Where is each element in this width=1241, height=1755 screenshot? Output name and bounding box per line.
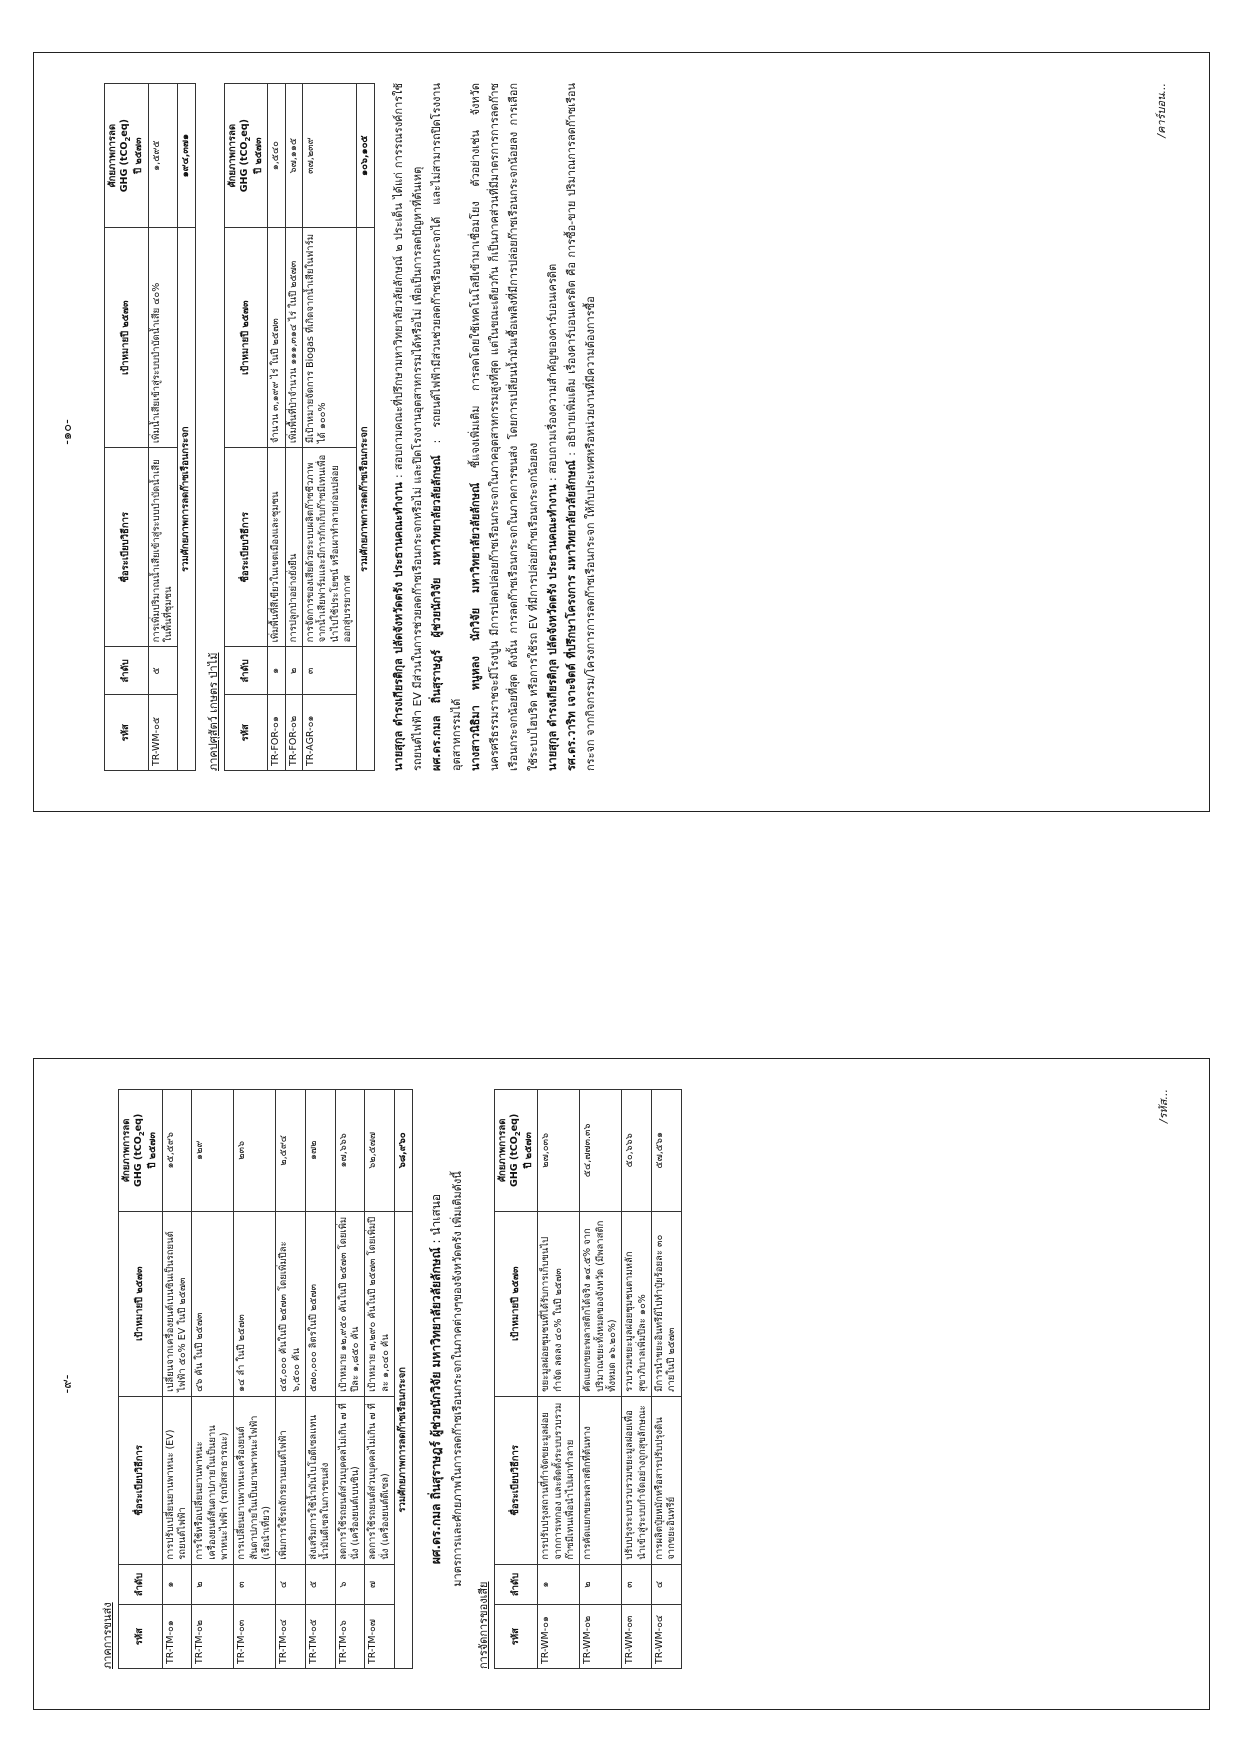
cell-ghg: ๒๗,๐๓๖ (538, 1090, 580, 1212)
cell-target: เปลี่ยนจากเครื่องยนต์เบนซินเป็นรถยนต์ไฟฟ้า ๕๐% EV ในปี ๒๕๗๓ (162, 1211, 192, 1396)
total-label: รวมศักยภาพการลดก๊าซเรือนกระจก (178, 228, 195, 771)
presenter-name: ผศ.ดร.กมล ถิ่นสุราษฎร์ ผู้ช่วยนักวิจัย มหาวิทยาลัยวลัยลักษณ์ (428, 1247, 443, 1565)
paragraph (389, 83, 428, 771)
cell-target: มีการนำขยะอินทรีย์ไปทำปุ๋ยร้อยละ ๓๐ ภายในปี ๒๕๗๓ (651, 1211, 681, 1396)
table-row (651, 1090, 681, 1669)
paragraph-text: ชี้แจงเพิ่มเติม การลดโดยใช้เทคโนโลยีเข้ามาเชื่อมโยง ตัวอย่างเช่น จังหวัดนครศรีธรรมราชจะมีโรงปูน มีการปลดปล่อยก๊าซเรือนกระจกในภาคอุตสาหกรรมสูงที่สุด แต่ในขณะเดียวกัน ก็เป็นภาคส่วนที่มีมาตรการการลดก๊าซเรือนกระจกน้อยที่สุด ดังนั้น การลดก๊าซเรือนกระจกในภาคการขนส่ง โดยการเปลี่ยนน้ำมันเชื้อเพลิงที่มีการปล่อยก๊าซเรือนกระจกน้อยลง การเลือกใช้ระบบไฮบริด หรือการใช้รถ EV ที่มีการปล่อยก๊าซเรือนกระจกน้อยลง (468, 83, 540, 771)
paragraph-text: : สอบถามคณะที่ปรึกษามหาวิทยาลัยวลัยลักษณ์ ๒ ประเด็น ได้แก่ การรณรงค์การใช้รถยนต์ไฟฟ้า EV มีส่วนในการช่วยลดก๊าซเรือนกระจกหรือไม่ และปิดโรงงานอุตสาหกรรมได้หรือไม่ เพื่อเป็นการลดปัญหาที่ต้นเหตุ (391, 82, 425, 771)
cell-target: ๕๗๐,๐๐๐ ลิตรในปี ๒๕๗๓ (306, 1211, 336, 1396)
cell-ghg: ๓๗,๒๓๙ (303, 84, 357, 228)
header-order: ลำดับ (494, 1564, 538, 1605)
cell-measure: ส่งเสริมการใช้น้ำมันไบโอดีเซลแทนน้ำมันดีเซลในการขนส่ง (306, 1396, 336, 1564)
header-target: เป้าหมายปี ๒๕๗๓ (224, 228, 268, 448)
cell-code: TR-WM-๐๕ (148, 695, 178, 771)
speaker: นายสุกุล ดำรงเกียรติกุล ปลัดจังหวัดตรัง ประธานคณะทำงาน (545, 484, 559, 771)
paragraph-text: : รถยนต์ไฟฟ้ามีส่วนช่วยลดก๊าซเรือนกระจกได้ และไม่สามารถปิดโรงงานอุตสาหกรรมได้ (430, 82, 463, 771)
table-row (148, 84, 178, 771)
header-measure: ชื่อระเบียบวิธีการ (105, 448, 149, 647)
section-title-transport: ภาคการขนส่ง (101, 1602, 114, 1669)
header-code: รหัส (105, 695, 149, 771)
paragraph (427, 83, 466, 771)
paragraph (562, 83, 601, 771)
speaker: นางสาวนิธิมา หนูหลง นักวิจัย มหาวิทยาลัยวลัยลักษณ์ (468, 482, 482, 771)
waste-table-continued (104, 83, 196, 771)
table-header-row (224, 84, 268, 771)
cell-order: ๕ (306, 1564, 336, 1605)
header-measure: ชื่อระเบียบวิธีการ (119, 1396, 163, 1564)
cell-code: TR-FOR-๐๒ (285, 695, 302, 771)
cell-measure: การปรับเปลี่ยนยานพาหนะ (EV) รถยนต์ไฟฟ้า (162, 1396, 192, 1564)
page-9-panel (33, 1058, 1210, 1710)
cell-ghg: ๑๒๙ (192, 1090, 234, 1212)
speaker: นายสุกุล ดำรงเกียรติกุล ปลัดจังหวัดตรัง ประธานคณะทำงาน (391, 482, 405, 771)
presenter-description: มาตรการและศักยภาพในการลดก๊าซเรือนกระจกในภาคต่างๆของจังหวัดตรัง เพิ่มเติมดังนี้ (450, 1171, 464, 1587)
table-row (306, 1090, 336, 1669)
cell-measure: เพิ่มพื้นที่สีเขียวในเขตเมืองและชุมชน (268, 448, 285, 647)
table-row (303, 84, 357, 771)
speaker: ผศ.ดร.กมล ถิ่นสุราษฎร์ ผู้ช่วยนักวิจัย มหาวิทยาลัยวลัยลักษณ์ (430, 455, 444, 771)
total-label: รวมศักยภาพการลดก๊าซเรือนกระจก (357, 228, 374, 771)
cell-order: ๒ (192, 1564, 234, 1605)
cell-order: ๑ (268, 647, 285, 695)
cell-target: ๑๔ ลำ ในปี ๒๕๗๓ (234, 1211, 276, 1396)
total-value: ๑๙๔,๓๗๑ (178, 84, 195, 228)
cell-code: TR-TM-๐๕ (306, 1605, 336, 1669)
cell-ghg: ๖๒,๕๗๗ (365, 1090, 395, 1212)
cell-order: ๔ (276, 1564, 306, 1605)
header-code: รหัส (119, 1605, 163, 1669)
total-row (357, 84, 374, 771)
header-measure: ชื่อระเบียบวิธีการ (224, 448, 268, 647)
cell-order: ๓ (622, 1564, 652, 1605)
cell-measure: การเพิ่มปริมาณน้ำเสียเข้าสู่ระบบบำบัดน้ำเสียในพื้นที่ชุมชน (148, 448, 178, 647)
paragraph (466, 83, 543, 771)
total-label: รวมศักยภาพการลดก๊าซเรือนกระจก (395, 1211, 412, 1668)
presenter-line (427, 1089, 446, 1669)
cell-ghg: ๕๗,๕๖๑ (651, 1090, 681, 1212)
header-target: เป้าหมายปี ๒๕๗๓ (105, 228, 149, 448)
table-row (192, 1090, 234, 1669)
table-row (622, 1090, 652, 1669)
waste-table (494, 1089, 682, 1669)
cell-order: ๖ (335, 1564, 365, 1605)
cell-order: ๑ (538, 1564, 580, 1605)
cell-measure: การคัดแยกขยะพลาสติกที่ต้นทาง (580, 1396, 622, 1564)
table-row (162, 1090, 192, 1669)
table-row (268, 84, 285, 771)
cell-target: รวบรวมขยะมูลฝอยชุมชนตามหลักสุขาภิบาลเพิ่มปีละ ๑๐% (622, 1211, 652, 1396)
transport-table (118, 1089, 413, 1669)
header-order: ลำดับ (105, 647, 149, 695)
page-10-rotated-content (34, 53, 1209, 811)
cell-code: TR-TM-๐๗ (365, 1605, 395, 1669)
page-9-content (98, 1089, 682, 1669)
table-row (580, 1090, 622, 1669)
continue-note: /รหัส... (1157, 1089, 1170, 1124)
header-ghg: ศักยภาพการลด GHG (tCO$_2$eq) ปี ๒๕๗๓ (119, 1090, 163, 1212)
table-row (335, 1090, 365, 1669)
cell-measure: การปรับปรุงสถานที่กำจัดขยะมูลฝอยจากการเทกอง และติดตั้งระบบรวบรวมก๊าซมีเทนเพื่อนำไปเผาทำลาย (538, 1396, 580, 1564)
table-row (276, 1090, 306, 1669)
cell-order: ๒ (285, 647, 302, 695)
cell-code: TR-WM-๐๓ (622, 1605, 652, 1669)
cell-ghg: ๒๓๖ (234, 1090, 276, 1212)
cell-order: ๓ (234, 1564, 276, 1605)
header-order: ลำดับ (224, 647, 268, 695)
cell-ghg: ๑,๕๔๐ (268, 84, 285, 228)
header-target: เป้าหมายปี ๒๕๗๓ (119, 1211, 163, 1396)
total-row (178, 84, 195, 771)
cell-target: ขยะมูลฝอยชุมชนที่ได้รับการเก็บขนไปกำจัด ลดลง ๔๐% ในปี ๒๕๗๓ (538, 1211, 580, 1396)
cell-order: ๓ (303, 647, 357, 695)
header-measure: ชื่อระเบียบวิธีการ (494, 1396, 538, 1564)
presenter-role: : นำเสนอ (428, 1193, 443, 1248)
cell-order: ๕ (148, 647, 178, 695)
cell-target: ๔๕,๐๐๐ คันในปี ๒๕๗๓ โดยเพิ่มปีละ ๖,๕๐๐ คัน (276, 1211, 306, 1396)
cell-measure: การใช้หรือเปลี่ยนยานพาหนะเครื่องยนต์สันดาปภายในเป็นยานพาหนะไฟฟ้า (รถบัสสาธารณะ) (192, 1396, 234, 1564)
speaker: รศ.ดร.วาริท เจาะจิตต์ ที่ปรึกษาโครงการ มหาวิทยาลัยวลัยลักษณ์ (565, 460, 579, 771)
cell-code: TR-TM-๐๑ (162, 1605, 192, 1669)
minutes-text (389, 83, 601, 771)
cell-target: เพิ่มน้ำเสียเข้าสู่ระบบบำบัดน้ำเสีย ๔๐% (148, 228, 178, 448)
header-order: ลำดับ (119, 1564, 163, 1605)
page-10-panel (33, 52, 1210, 812)
table-row (365, 1090, 395, 1669)
cell-target: เพิ่มพื้นที่ป่าจำนวน ๑๑๑,๓๑๔ ไร่ ในปี ๒๕๗๓ (285, 228, 302, 448)
cell-measure: ลดการใช้รถยนต์ส่วนบุคคลไม่เกิน ๗ ที่นั่ง (เครื่องยนต์ดีเซล) (365, 1396, 395, 1564)
table-header-row (105, 84, 149, 771)
cell-measure: การเปลี่ยนยานพาหนะเครื่องยนต์สันดาปภายในเป็นยานพาหนะไฟฟ้า (เรือนำเที่ยว) (234, 1396, 276, 1564)
cell-code: TR-AGR-๐๑ (303, 695, 357, 771)
table-header-row (119, 1090, 163, 1669)
cell-ghg: ๕๔,๗๗๓.๓๖ (580, 1090, 622, 1212)
section-title-waste: การจัดการของเสีย (476, 1581, 490, 1669)
header-target: เป้าหมายปี ๒๕๗๓ (494, 1211, 538, 1396)
cell-order: ๒ (580, 1564, 622, 1605)
cell-code: TR-TM-๐๓ (234, 1605, 276, 1669)
agri-table (224, 83, 375, 771)
cell-measure: ลดการใช้รถยนต์ส่วนบุคคลไม่เกิน ๗ ที่นั่ง (เครื่องยนต์เบนซิน) (335, 1396, 365, 1564)
cell-measure: ปรับปรุงระบบรวบรวมขยะมูลฝอยเพื่อนำเข้าสู่ระบบกำจัดอย่างถูกสุขลักษณะ (622, 1396, 652, 1564)
cell-code: TR-TM-๐๖ (335, 1605, 365, 1669)
table-row (234, 1090, 276, 1669)
cell-order: ๗ (365, 1564, 395, 1605)
cell-target: ๔๖ คัน ในปี ๒๕๗๓ (192, 1211, 234, 1396)
cell-order: ๔ (651, 1564, 681, 1605)
section-title-agri: ภาคปศุสัตว์ เกษตร ป่าไม้ (206, 652, 220, 771)
cell-code: TR-TM-๐๔ (276, 1605, 306, 1669)
continue-note: /คาร์บอน... (1155, 83, 1168, 138)
page-number: -๑๐- (60, 419, 75, 445)
cell-target: จำนวน ๓,๑๙๙ ไร่ ในปี ๒๕๗๓ (268, 228, 285, 448)
cell-code: TR-TM-๐๒ (192, 1605, 234, 1669)
table-header-row (494, 1090, 538, 1669)
cell-ghg: ๑,๕๙๕ (148, 84, 178, 228)
paragraph (543, 83, 562, 771)
cell-order: ๑ (162, 1564, 192, 1605)
header-code: รหัส (224, 695, 268, 771)
cell-code: TR-FOR-๐๑ (268, 695, 285, 771)
page-number: -๙- (60, 1374, 75, 1394)
cell-ghg: ๑๗,๖๖๖ (335, 1090, 365, 1212)
cell-measure: การผลิตปุ๋ยหมักหรือสารปรับปรุงดินจากขยะอินทรีย์ (651, 1396, 681, 1564)
total-row (395, 1090, 412, 1669)
table-row (285, 84, 302, 771)
cell-target: เป้าหมาย ๑๒,๙๕๐ คันในปี ๒๕๗๓ โดยเพิ่มปีละ ๑,๘๕๐ คัน (335, 1211, 365, 1396)
cell-ghg: ๖๗,๑๑๕ (285, 84, 302, 228)
cell-measure: เพิ่มการใช้รถจักรยานยนต์ไฟฟ้า (276, 1396, 306, 1564)
paragraph-text: : สอบถามเรื่องความสำคัญของคาร์บอนเครดิต (545, 263, 559, 485)
cell-target: มีเป้าหมายจัดการ Biogas ที่เกิดจากน้ำเสียในฟาร์มได้ ๑๐๐% (303, 228, 357, 448)
cell-ghg: ๒,๕๙๔ (276, 1090, 306, 1212)
header-code: รหัส (494, 1605, 538, 1669)
total-value: ๑๐๖,๑๐๕ (357, 84, 374, 228)
page-9-rotated-content (34, 1059, 1209, 1709)
cell-measure: การจัดการของเสียด้วยระบบผลิตก๊าซชีวภาพจากน้ำเสียฟาร์มและมีการกักเก็บก๊าซมีเทนเพื่อนำไปใช้ประโยชน์ หรือเผาทำลายก่อนปล่อยออกสู่บรรยากาศ (303, 448, 357, 647)
cell-ghg: ๕๐,๖๖๖ (622, 1090, 652, 1212)
header-ghg: ศักยภาพการลด GHG (tCO$_2$eq) ปี ๒๕๗๓ (224, 84, 268, 228)
cell-measure: การปลูกป่าอย่างยั่งยืน (285, 448, 302, 647)
cell-target: เป้าหมาย ๗,๒๙๐ คันในปี ๒๕๗๓ โดยเพิ่มปีละ ๑,๐๔๐ คัน (365, 1211, 395, 1396)
cell-ghg: ๑๕,๕๙๖ (162, 1090, 192, 1212)
total-value: ๖๘,๙๖๐ (395, 1090, 412, 1212)
header-ghg: ศักยภาพการลด GHG (tCO$_2$eq) ปี ๒๕๗๓ (494, 1090, 538, 1212)
paragraph-text: : อธิบายเพิ่มเติม เรื่องคาร์บอนเครดิต คือ การซื้อ-ขาย ปริมาณการลดก๊าซเรือนกระจก จากกิจกรรม/โครงการการลดก๊าซเรือนกระจก ให้กับประเทศหรือหน่วยงานที่มีความต้องการซื้อ (565, 83, 598, 771)
header-ghg: ศักยภาพการลด GHG (tCO$_2$eq) ปี ๒๕๗๓ (105, 84, 149, 228)
cell-ghg: ๑๗๒ (306, 1090, 336, 1212)
cell-target: คัดแยกขยะพลาสติกได้จริง ๑๔.๕% จากปริมาณขยะทั้งหมดของจังหวัด (มีพลาสติกทั้งหมด ๑๖.๒๐%) (580, 1211, 622, 1396)
page-10-content (104, 83, 601, 771)
cell-code: TR-WM-๐๑ (538, 1605, 580, 1669)
table-row (538, 1090, 580, 1669)
cell-code: TR-WM-๐๔ (651, 1605, 681, 1669)
cell-code: TR-WM-๐๒ (580, 1605, 622, 1669)
